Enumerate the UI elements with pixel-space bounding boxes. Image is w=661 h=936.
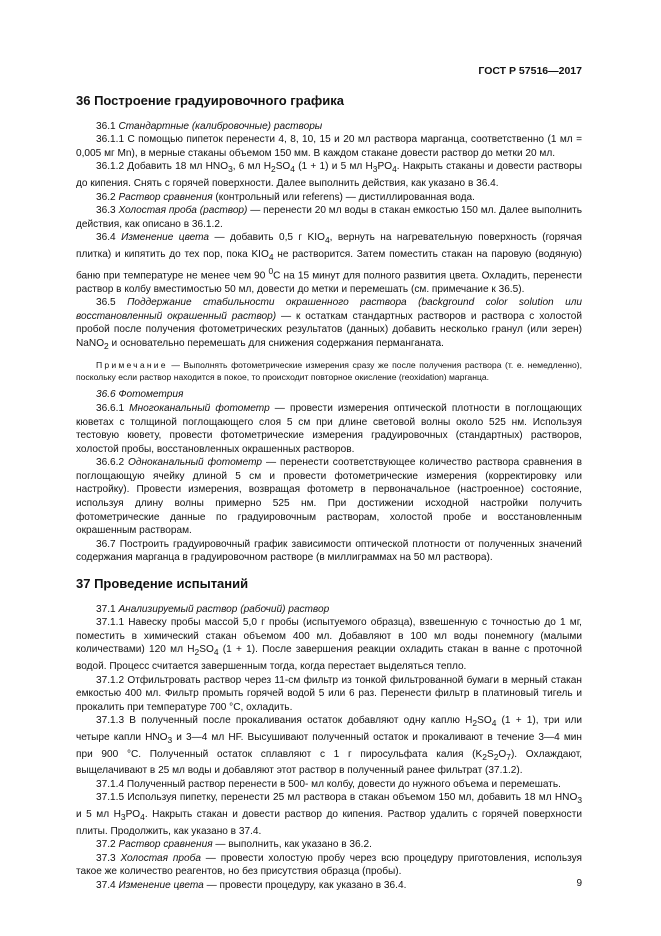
para-37-1-1: 37.1.1 Навеску пробы массой 5,0 г пробы (испытуемого образца), взвешенную с точностью до 1 мг, поместить в химический стакан объемом 400 мл. Добавляют в 100 мл воды понемногу (малыми количествами) 120 мл $H_2SO_4$ (1 + 1). После завершения реакции охладить стакан в ванне с проточной водой. Процесс считается завершенным тогда, когда перестает выделяться тепло. — [76, 617, 583, 673]
para-37-4: 37.4 Изменение цвета — провести процедуру, как указано в 36.4. — [96, 880, 407, 892]
section-36-title: 36 Построение градуировочного графика — [76, 93, 344, 108]
para-36-7: 36.7 Построить градуировочный график зависимости оптической плотности от полученных значений содержания марганца в градуировочном растворе (в миллиграммах на 50 мл раствора). — [76, 538, 582, 564]
para-36-5: 36.5 Поддержание стабильности окрашенного раствора (background color solution или восстановленный окрашенный раствор) — к остаткам стандартных растворов и раствора с холостой пробой после получения фотометрических результатов (данных) добавить несколько гранул (или зерен) NaNO$_2$ и основательно перемешать для снижения содержания перманганата. — [76, 297, 582, 351]
para-37-1-3: 37.1.3 В полученный после прокаливания остаток добавляют одну каплю $H_2SO_4$ (1 + 1), три или четыре капли $HNO_3$ и 3—4 мл HF. Высушивают полученный остаток и прокаливают в течение 3—4 мин при 900 °С. Полученный остаток сплавляют с 1 г пиросульфата калия $(K_2S_2O_7)$. Охлаждают, выщелачивают в 25 мл воды и добавляют этот раствор в полученный ранее фильтрат (37.1.2). — [76, 715, 582, 777]
para-36-2: 36.2 Раствор сравнения (контрольный или referens) — дистиллированная вода. — [96, 191, 475, 203]
para-36-1: 36.1 Стандартные (калибровочные) растворы — [96, 120, 323, 132]
para-36-6-1: 36.6.1 Многоканальный фотометр — провести измерения оптической плотности в поглощающих кюветах с толщиной поглощающего слоя 5 см при длине световой волны около 525 нм. Используя тестовую кювету, провести фотометрические измерения градуировочных (стандартных) растворов, холостой пробы, восстановленных окрашенных растворов. — [76, 402, 582, 455]
section-37-title: 37 Проведение испытаний — [76, 576, 249, 592]
note-36-5: Примечание — Выполнять фотометрические измерения сразу же после получения раствора (т. е. немедленно), поскольку если раствор находится в покое, то происходит повторное окисление (reoxidation) марганца. — [76, 359, 582, 382]
para-37-3: 37.3 Холостая проба — провести холостую пробу через всю процедуру приготовления, используя такое же количество реагентов, но без присутствия образца (пробы). — [76, 852, 582, 878]
para-37-1-2: 37.1.2 Отфильтровать раствор через 11-см фильтр из тонкой фильтрованной бумаги в мерный стакан емкостью 400 мл. Фильтр промыть горячей водой 5 или 6 раз. Перенести фильтр в платиновый тигель и прокалить при температуре 700 °С, охладить. — [76, 674, 582, 713]
document-id-header: ГОСТ Р 57516—2017 — [478, 65, 582, 77]
para-37-1: 37.1 Анализируемый раствор (рабочий) раствор — [96, 603, 330, 615]
para-36-1-1: 36.1.1 С помощью пипеток перенести 4, 8, 10, 15 и 20 мл раствора марганца, соответственно (1 мл = 0,005 мг Mn), в мерные стаканы объемом 150 мм. В каждом стакане довести раствор до метки 20 мл. — [76, 134, 582, 159]
para-36-4: 36.4 Изменение цвета — добавить 0,5 г $KIO_4$, вернуть на нагревательную поверхность (горячая плитка) и кипятить до тех пор, пока $KIO_4$ не растворится. Затем поместить стакан на паровую (водяную) баню при температуре не менее чем 90 $^0$С на 15 минут для полного развития цвета. Охладить, перенести раствор в колбу вместимостью 50 мл, довести до метки и перемешать (см. примечание к 36.5). — [76, 232, 582, 295]
page-number: 9 — [576, 878, 582, 889]
page-content — [76, 90, 582, 893]
para-36-6: 36.6 Фотометрия — [96, 389, 184, 401]
para-36-6-2: 36.6.2 Одноканальный фотометр — перенести соответствующее количество раствора сравнения в поглощающую ячейку длиной 5 см и провести фотометрические измерения (корректировку или настройку). Провести измерения, возвращая фотометр в первоначальное (настроенное) состояние, используя длину волны примерно 525 нм. При достижении исходной настройки получить фотометрические данные по градуировочным растворам, холостой пробе и восстановленным окрашенным растворам. — [76, 457, 582, 537]
para-36-3: 36.3 Холостая проба (раствор) — перенести 20 мл воды в стакан емкостью 150 мл. Далее выполнить действия, как описано в 36.1.2. — [76, 205, 583, 230]
para-36-1-2: 36.1.2 Добавить 18 мл $HNO_3$, 6 мл $H_2SO_4$ (1 + 1) и 5 мл $H_3PO_4$. Накрыть стаканы и довести растворы до кипения. Снять с горячей поверхности. Далее выполнить действия, как указано в 36.4. — [76, 161, 582, 189]
para-37-1-5: 37.1.5 Используя пипетку, перенести 25 мл раствора в стакан объемом 150 мл, добавить 18 мл $HNO_3$ и 5 мл $H_3PO_4$. Накрыть стакан и довести раствор до кипения. Раствор удалить с горячей поверхности плиты. Продолжить, как указано в 37.4. — [76, 792, 582, 837]
para-37-2: 37.2 Раствор сравнения — выполнить, как указано в 36.2. — [96, 839, 372, 851]
para-37-1-4: 37.1.4 Полученный раствор перенести в 500- мл колбу, довести до нужного объема и перемешать. — [96, 778, 561, 790]
